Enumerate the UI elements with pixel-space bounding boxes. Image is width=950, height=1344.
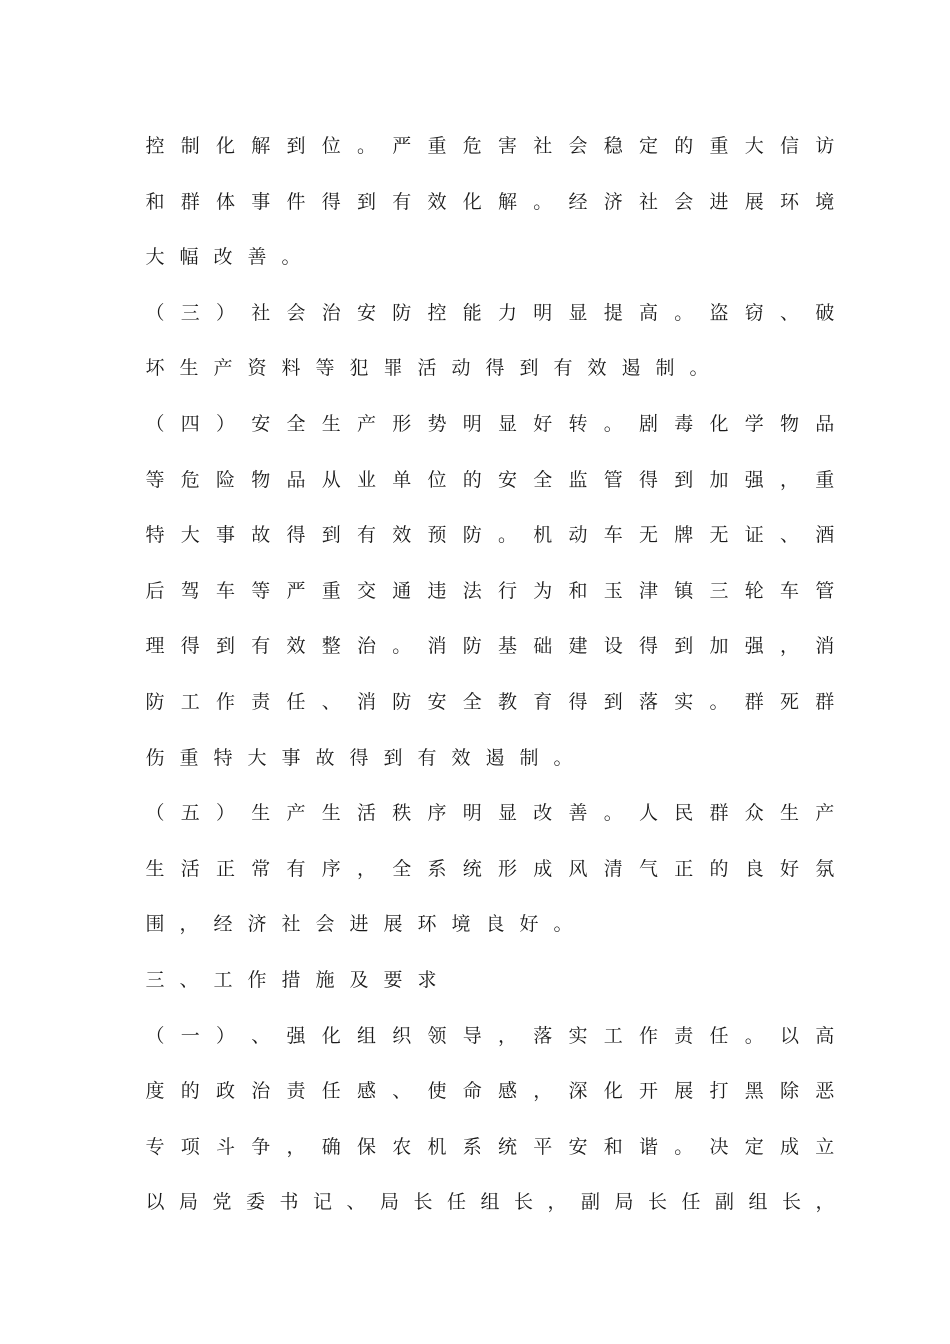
- text-line: 以 局 党 委 书 记 、 局 长 任 组 长 ， 副 局 长 任 副 组 长 ，: [145, 1190, 835, 1213]
- text-line: （ 三 ） 社 会 治 安 防 控 能 力 明 显 提 高 。 盗 窃 、 破: [145, 301, 835, 324]
- text-line: 理 得 到 有 效 整 治 。 消 防 基 础 建 设 得 到 加 强 ， 消: [145, 634, 835, 657]
- text-line: 三 、 工 作 措 施 及 要 求: [145, 968, 437, 991]
- text-line: （ 四 ） 安 全 生 产 形 势 明 显 好 转 。 剧 毒 化 学 物 品: [145, 412, 835, 435]
- text-line: （ 一 ） 、 强 化 组 织 领 导 ， 落 实 工 作 责 任 。 以 高: [145, 1024, 835, 1047]
- text-line: 大 幅 改 善 。: [145, 245, 301, 268]
- text-line: 控 制 化 解 到 位 。 严 重 危 害 社 会 稳 定 的 重 大 信 访: [145, 134, 835, 157]
- text-line: 生 活 正 常 有 序 ， 全 系 统 形 成 风 清 气 正 的 良 好 氛: [145, 857, 835, 880]
- text-line: 坏 生 产 资 料 等 犯 罪 活 动 得 到 有 效 遏 制 。: [145, 356, 709, 379]
- text-line: 和 群 体 事 件 得 到 有 效 化 解 。 经 济 社 会 进 展 环 境: [145, 190, 835, 213]
- text-line: 度 的 政 治 责 任 感 、 使 命 感 ， 深 化 开 展 打 黑 除 恶: [145, 1079, 835, 1102]
- text-line: 防 工 作 责 任 、 消 防 安 全 教 育 得 到 落 实 。 群 死 群: [145, 690, 835, 713]
- text-line: 围 ， 经 济 社 会 进 展 环 境 良 好 。: [145, 912, 573, 935]
- text-line: 特 大 事 故 得 到 有 效 预 防 。 机 动 车 无 牌 无 证 、 酒: [145, 523, 835, 546]
- text-line: 专 项 斗 争 ， 确 保 农 机 系 统 平 安 和 谐 。 决 定 成 立: [145, 1135, 835, 1158]
- text-line: （ 五 ） 生 产 生 活 秩 序 明 显 改 善 。 人 民 群 众 生 产: [145, 801, 835, 824]
- text-line: 伤 重 特 大 事 故 得 到 有 效 遏 制 。: [145, 746, 573, 769]
- text-line: 后 驾 车 等 严 重 交 通 违 法 行 为 和 玉 津 镇 三 轮 车 管: [145, 579, 835, 602]
- text-line: 等 危 险 物 品 从 业 单 位 的 安 全 监 管 得 到 加 强 ， 重: [145, 468, 835, 491]
